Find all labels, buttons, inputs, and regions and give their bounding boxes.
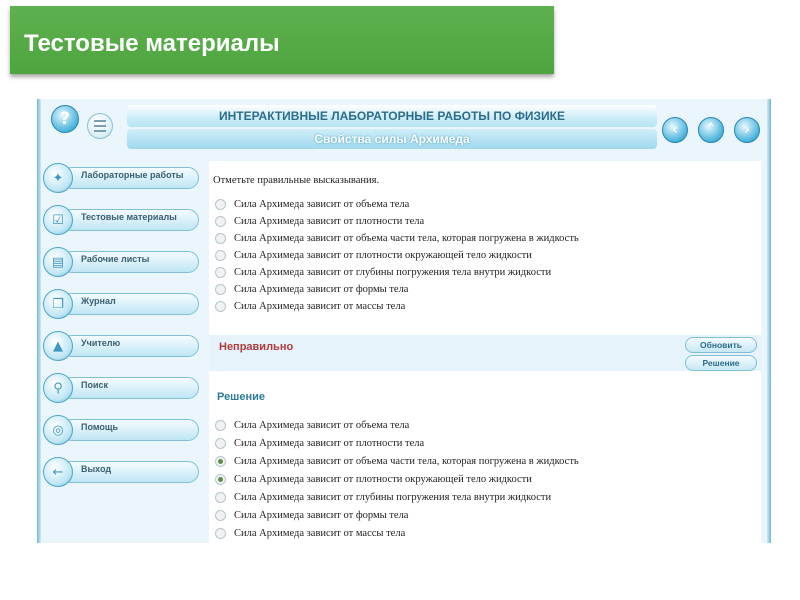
sidebar-item-labs[interactable]: [43, 163, 201, 191]
radio-button[interactable]: [215, 233, 226, 244]
solution-option-label: Сила Архимеда зависит от объема части тела, которая погружена в жидкость: [234, 455, 579, 467]
radio-button: [215, 438, 226, 449]
app-screenshot: [37, 99, 770, 543]
menu-button[interactable]: [87, 113, 113, 139]
screenshot-border-right: [767, 99, 771, 543]
solution-option: [215, 454, 579, 468]
slide-title: Тестовые материалы: [24, 30, 280, 57]
checkbox-icon: ☑: [43, 205, 73, 235]
sidebar-item-label: Журнал: [81, 296, 116, 306]
help-button[interactable]: [51, 105, 79, 133]
radio-button: [215, 510, 226, 521]
answer-option[interactable]: [215, 231, 579, 245]
answer-option-label: Сила Архимеда зависит от глубины погружения тела внутри жидкости: [234, 266, 552, 278]
app-title: ИНТЕРАКТИВНЫЕ ЛАБОРАТОРНЫЕ РАБОТЫ ПО ФИЗИКЕ: [218, 109, 566, 123]
radio-button: [215, 492, 226, 503]
sidebar-item-help[interactable]: [43, 415, 201, 443]
solution-option-label: Сила Архимеда зависит от формы тела: [234, 509, 409, 521]
graduation-cap-icon: ▲: [43, 331, 73, 361]
exit-icon: ←: [43, 457, 73, 487]
forward-button[interactable]: [734, 117, 760, 143]
radio-button[interactable]: [215, 284, 226, 295]
sidebar-item-label: Тестовые материалы: [81, 212, 177, 222]
sidebar-item-label: Учителю: [81, 338, 121, 348]
test-content: [209, 161, 761, 543]
radio-button[interactable]: [215, 250, 226, 261]
sidebar-item-teacher[interactable]: [43, 331, 201, 359]
radio-button[interactable]: [215, 199, 226, 210]
solution-title: Решение: [217, 391, 265, 403]
sidebar-item-worksheets[interactable]: [43, 247, 201, 275]
back-button[interactable]: [662, 117, 688, 143]
subheader-bar: [127, 129, 657, 149]
solution-button[interactable]: Решение: [685, 355, 757, 371]
solution-option-label: Сила Архимеда зависит от плотности тела: [234, 437, 425, 449]
chevron-up-icon: ˄: [707, 122, 715, 138]
update-button[interactable]: Обновить: [685, 337, 757, 353]
radio-button: [215, 420, 226, 431]
answer-option[interactable]: [215, 248, 532, 262]
result-status: Неправильно: [219, 341, 294, 353]
question-instruction: Отметьте правильные высказывания.: [213, 175, 380, 186]
answer-option-label: Сила Архимеда зависит от формы тела: [234, 283, 409, 295]
chevron-left-icon: ‹: [672, 122, 678, 138]
solution-option-label: Сила Архимеда зависит от объема тела: [234, 419, 410, 431]
answer-option-label: Сила Архимеда зависит от массы тела: [234, 300, 406, 312]
sidebar-item-journal[interactable]: [43, 289, 201, 317]
search-icon: ⚲: [43, 373, 73, 403]
answer-option[interactable]: [215, 299, 405, 313]
solution-option: [215, 526, 405, 540]
header-bar: [127, 105, 657, 127]
answer-option-label: Сила Архимеда зависит от объема части тела, которая погружена в жидкость: [234, 232, 579, 244]
radio-button[interactable]: [215, 267, 226, 278]
sidebar-item-label: Рабочие листы: [81, 254, 150, 264]
up-button[interactable]: [698, 117, 724, 143]
radio-button[interactable]: [215, 216, 226, 227]
solution-option: [215, 472, 532, 486]
answer-option-label: Сила Архимеда зависит от плотности тела: [234, 215, 425, 227]
radio-button-checked: [215, 474, 226, 485]
sidebar-item-label: Лабораторные работы: [81, 170, 184, 180]
solution-option-label: Сила Архимеда зависит от глубины погружения тела внутри жидкости: [234, 491, 552, 503]
book-icon: ❐: [43, 289, 73, 319]
solution-option: [215, 490, 551, 504]
radio-button: [215, 528, 226, 539]
result-panel: [209, 335, 761, 371]
lab-title: Свойства силы Архимеда: [314, 132, 470, 146]
radio-button-checked: [215, 456, 226, 467]
answer-option[interactable]: [215, 265, 551, 279]
sidebar-item-label: Поиск: [81, 380, 109, 390]
slide-title-banner: [10, 6, 554, 74]
lightbulb-icon: ✦: [43, 163, 73, 193]
sidebar-item-label: Помощь: [81, 422, 119, 432]
radio-button[interactable]: [215, 301, 226, 312]
solution-option: [215, 436, 424, 450]
solution-option: [215, 418, 409, 432]
answer-option[interactable]: [215, 197, 409, 211]
sidebar-item-exit[interactable]: [43, 457, 201, 485]
sidebar-item-label: Выход: [81, 464, 112, 474]
answer-option-label: Сила Архимеда зависит от объема тела: [234, 198, 410, 210]
answer-option[interactable]: [215, 282, 408, 296]
solution-option-label: Сила Архимеда зависит от массы тела: [234, 527, 406, 539]
lifebuoy-icon: ◎: [43, 415, 73, 445]
solution-option-label: Сила Архимеда зависит от плотности окружающей тело жидкости: [234, 473, 532, 485]
chevron-right-icon: ›: [744, 122, 750, 138]
answer-option-label: Сила Архимеда зависит от плотности окружающей тело жидкости: [234, 249, 532, 261]
solution-option: [215, 508, 408, 522]
sidebar-item-search[interactable]: [43, 373, 201, 401]
answer-option[interactable]: [215, 214, 424, 228]
document-icon: ▤: [43, 247, 73, 277]
sidebar-item-tests[interactable]: [43, 205, 201, 233]
help-icon: ?: [60, 109, 70, 129]
screenshot-border-left: [37, 99, 41, 543]
